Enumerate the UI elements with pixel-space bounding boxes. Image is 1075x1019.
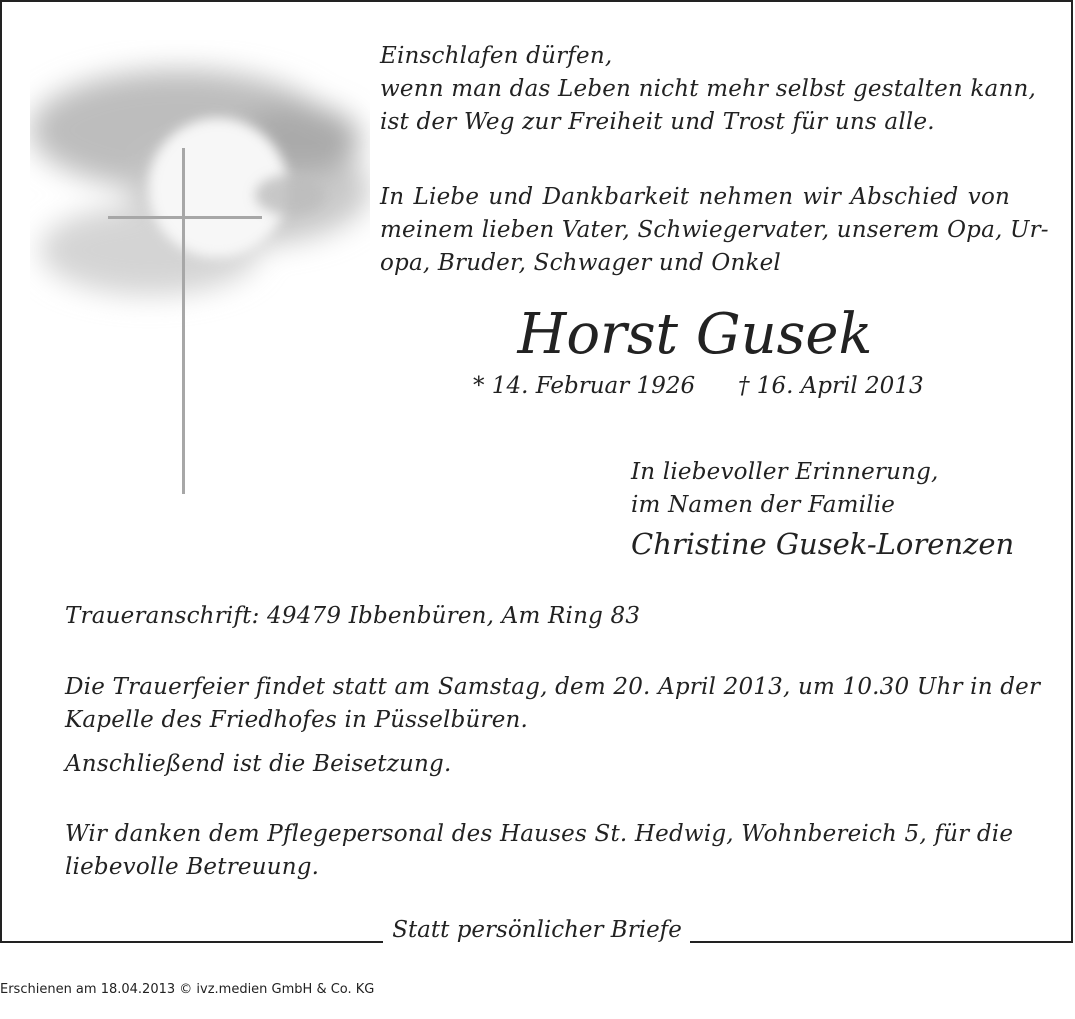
cross-moon-icon	[30, 40, 370, 520]
death-date: † 16. April 2013	[738, 373, 924, 399]
burial-text: Anschließend ist die Beisetzung.	[65, 751, 452, 777]
farewell-line: In Liebe und Dankbarkeit nehmen wir Abschied von	[380, 184, 1010, 210]
deceased-name: Horst Gusek	[517, 302, 873, 367]
poem	[380, 40, 1036, 139]
ceremony-line: Kapelle des Friedhofes in Püsselbüren.	[65, 707, 529, 733]
publication-footer: Erschienen am 18.04.2013 © ivz.medien GmbH & Co. KG	[0, 982, 375, 997]
thanks-line: Wir danken dem Pflegepersonal des Hauses St. Hedwig, Wohnbereich 5, für die	[65, 821, 1014, 847]
mourning-address: Traueranschrift: 49479 Ibbenbüren, Am Ring 83	[65, 603, 641, 629]
thanks-line: liebevolle Betreuung.	[65, 854, 320, 880]
ceremony-line: Die Trauerfeier findet statt am Samstag, dem 20. April 2013, um 10.30 Uhr in der	[65, 674, 1041, 700]
signer-name: Christine Gusek-Lorenzen	[631, 527, 1015, 561]
poem-line: Einschlafen dürfen,	[380, 43, 613, 69]
bottom-rule-right	[690, 941, 1073, 943]
remembrance	[631, 456, 939, 522]
farewell-text	[380, 181, 1049, 280]
farewell-line: opa, Bruder, Schwager und Onkel	[380, 250, 781, 276]
closing-note: Statt persönlicher Briefe	[392, 917, 682, 943]
remembrance-line: In liebevoller Erinnerung,	[631, 459, 939, 485]
farewell-line: meinem lieben Vater, Schwiegervater, unserem Opa, Ur-	[380, 217, 1049, 243]
thanks-text	[65, 818, 1014, 884]
birth-date: * 14. Februar 1926	[473, 373, 696, 399]
poem-line: wenn man das Leben nicht mehr selbst gestalten kann,	[380, 76, 1036, 102]
remembrance-line: im Namen der Familie	[631, 492, 896, 518]
ceremony-text	[65, 671, 1041, 737]
poem-line: ist der Weg zur Freiheit und Trost für uns alle.	[380, 109, 935, 135]
bottom-rule-left	[0, 941, 383, 943]
